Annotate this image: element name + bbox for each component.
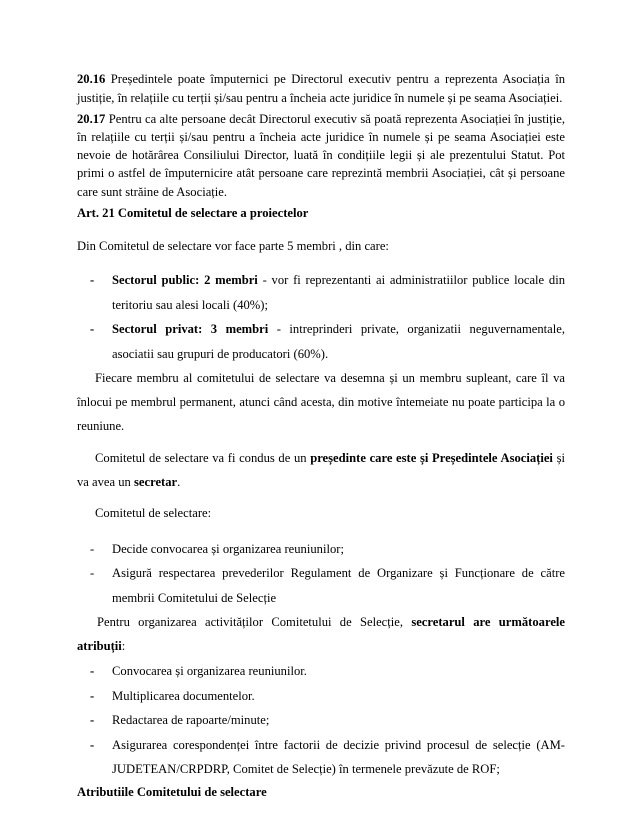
article-text: Pentru ca alte persoane decât Directorul executiv să poată reprezenta Asociației în justiție, în relațiile cu terții și/sau pentru a încheia acte juridice în numele și pe seama Asociației este nevoie de hotărârea Consiliului Director, luată în condițiile legii și ale prezentului Statut. Pot primi o astfel de împuternicire atât persoane care reprezintă membrii Asociației, cât și persoane care sunt străine de Asociație. — [77, 111, 566, 199]
list-item — [77, 561, 565, 610]
list-item-text: Convocarea și organizarea reuniunilor. — [112, 664, 307, 679]
members-list — [77, 268, 565, 366]
list-dash: - — [90, 737, 95, 752]
list-item — [77, 708, 565, 733]
secretary-text-post: : — [121, 639, 126, 654]
list-item — [77, 733, 565, 782]
article-20-17 — [77, 110, 565, 201]
list-item — [77, 659, 565, 684]
list-item-text: Multiplicarea documentelor. — [112, 688, 255, 703]
list-dash: - — [90, 273, 95, 288]
secretary-bold: secretar — [134, 475, 178, 490]
secretary-list — [77, 659, 565, 782]
secretary-text-pre: Pentru organizarea activităților Comitetului de Selecție, — [97, 615, 412, 630]
list-item — [77, 537, 565, 562]
list-dash: - — [90, 713, 95, 728]
article-21-heading: Art. 21 Comitetul de selectare a proiectelor — [77, 205, 309, 220]
list-item — [77, 268, 565, 317]
article-20-16 — [77, 70, 565, 109]
sector-text: - vor fi reprezentanti ai administratiilor publice locale din teritoriu sau alesi locali (40%); — [112, 273, 566, 312]
chair-bold: președinte care este și Președintele Asociației — [310, 451, 553, 466]
list-item-text: Redactarea de rapoarte/minute; — [112, 713, 270, 728]
document-page — [77, 70, 565, 801]
committee-intro: Comitetul de selectare: — [95, 506, 212, 521]
article-number: 20.17 — [77, 111, 106, 126]
list-dash: - — [90, 566, 95, 581]
committee-list — [77, 537, 565, 611]
sector-label: Sectorul public: 2 membri — [112, 273, 258, 288]
chair-text-post: . — [177, 475, 181, 490]
list-item-text: Asigurarea corespondenței între factorii de decizie privind procesul de selecție (AM-JUDETEAN/CRPDRP, Comitet de Selecție) în termenele prevăzute de ROF; — [112, 737, 565, 777]
sector-label: Sectorul privat: 3 membri — [112, 322, 269, 337]
list-dash: - — [90, 664, 95, 679]
list-item-text: Asigură respectarea prevederilor Regulament de Organizare și Funcționare de către membrii Comitetului de Selecție — [112, 566, 565, 605]
chair-text-pre: Comitetul de selectare va fi condus de un — [95, 451, 311, 466]
members-intro: Din Comitetul de selectare vor face parte 5 membri , din care: — [77, 238, 389, 253]
list-item-text: Decide convocarea și organizarea reuniunilor; — [112, 541, 344, 556]
substitute-paragraph: Fiecare membru al comitetului de selectare va desemna și un membru supleant, care îl va înlocui pe membrul permanent, atunci când acesta, din motive întemeiate nu poate participa la o reuniune. — [77, 371, 565, 434]
list-item — [77, 684, 565, 709]
article-number: 20.16 — [77, 72, 106, 86]
list-dash: - — [90, 322, 95, 337]
secretary-bold: secretarul are următoarele atribuții — [77, 615, 565, 654]
chair-text-mid: și va avea un — [77, 451, 565, 490]
sector-text: - intreprinderi private, organizatii neguvernamentale, asociatii sau grupuri de producatori (60%). — [112, 322, 565, 361]
attributions-heading: Atributiile Comitetului de selectare — [77, 784, 267, 799]
list-dash: - — [90, 541, 95, 556]
list-dash: - — [90, 688, 95, 703]
chair-paragraph — [77, 446, 565, 494]
secretary-paragraph — [77, 610, 565, 658]
list-item — [77, 317, 565, 366]
article-text: Președintele poate împuternici pe Directorul executiv pentru a reprezenta Asociația în justiție, în relațiile cu terții și/sau pentru a încheia acte juridice în numele și pe seama Asociației. — [77, 72, 565, 106]
